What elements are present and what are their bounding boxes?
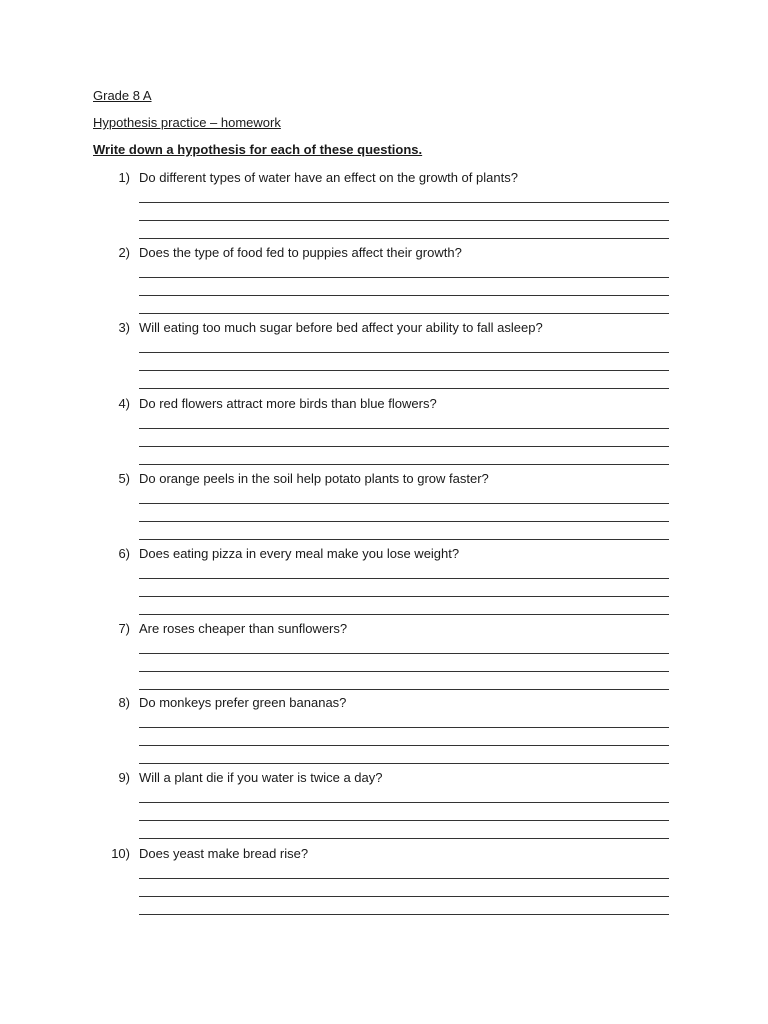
question-number: 3) [118, 320, 130, 335]
question-number: 9) [118, 770, 130, 785]
answer-line[interactable] [139, 388, 669, 389]
answer-line[interactable] [139, 428, 669, 429]
question-number: 4) [118, 396, 130, 411]
question-text: Does yeast make bread rise? [139, 846, 309, 861]
question-number: 8) [118, 695, 130, 710]
question-4 [0, 396, 768, 472]
question-text: Do red flowers attract more birds than blue flowers? [139, 396, 437, 411]
answer-line[interactable] [139, 896, 669, 897]
answer-line[interactable] [139, 802, 669, 803]
grade-label: Grade 8 A [93, 88, 152, 103]
question-number: 1) [118, 170, 130, 185]
answer-line[interactable] [139, 914, 669, 915]
question-text: Will eating too much sugar before bed affect your ability to fall asleep? [139, 320, 543, 335]
answer-line[interactable] [139, 352, 669, 353]
question-2 [0, 245, 768, 321]
answer-line[interactable] [139, 313, 669, 314]
answer-line[interactable] [139, 838, 669, 839]
question-7 [0, 621, 768, 697]
answer-line[interactable] [139, 464, 669, 465]
answer-line[interactable] [139, 220, 669, 221]
question-text: Will a plant die if you water is twice a day? [139, 770, 383, 785]
question-6 [0, 546, 768, 622]
answer-line[interactable] [139, 521, 669, 522]
question-text: Are roses cheaper than sunflowers? [139, 621, 348, 636]
answer-line[interactable] [139, 745, 669, 746]
answer-line[interactable] [139, 539, 669, 540]
answer-line[interactable] [139, 763, 669, 764]
question-3 [0, 320, 768, 396]
answer-line[interactable] [139, 671, 669, 672]
worksheet-title: Hypothesis practice – homework [93, 115, 281, 130]
question-text: Do orange peels in the soil help potato plants to grow faster? [139, 471, 489, 486]
question-9 [0, 770, 768, 846]
answer-line[interactable] [139, 503, 669, 504]
question-10 [0, 846, 768, 922]
answer-line[interactable] [139, 820, 669, 821]
question-number: 7) [118, 621, 130, 636]
answer-line[interactable] [139, 295, 669, 296]
answer-line[interactable] [139, 727, 669, 728]
question-number: 5) [118, 471, 130, 486]
answer-line[interactable] [139, 277, 669, 278]
answer-line[interactable] [139, 614, 669, 615]
question-1 [0, 170, 768, 246]
question-text: Do different types of water have an effect on the growth of plants? [139, 170, 518, 185]
answer-line[interactable] [139, 446, 669, 447]
question-number: 2) [118, 245, 130, 260]
answer-line[interactable] [139, 878, 669, 879]
question-5 [0, 471, 768, 547]
instruction-text: Write down a hypothesis for each of these questions. [93, 142, 423, 157]
answer-line[interactable] [139, 653, 669, 654]
answer-line[interactable] [139, 689, 669, 690]
answer-line[interactable] [139, 238, 669, 239]
question-text: Do monkeys prefer green bananas? [139, 695, 347, 710]
answer-line[interactable] [139, 202, 669, 203]
answer-line[interactable] [139, 596, 669, 597]
answer-line[interactable] [139, 578, 669, 579]
question-text: Does the type of food fed to puppies affect their growth? [139, 245, 462, 260]
question-8 [0, 695, 768, 771]
question-number: 10) [111, 846, 130, 861]
question-text: Does eating pizza in every meal make you lose weight? [139, 546, 460, 561]
answer-line[interactable] [139, 370, 669, 371]
question-number: 6) [118, 546, 130, 561]
